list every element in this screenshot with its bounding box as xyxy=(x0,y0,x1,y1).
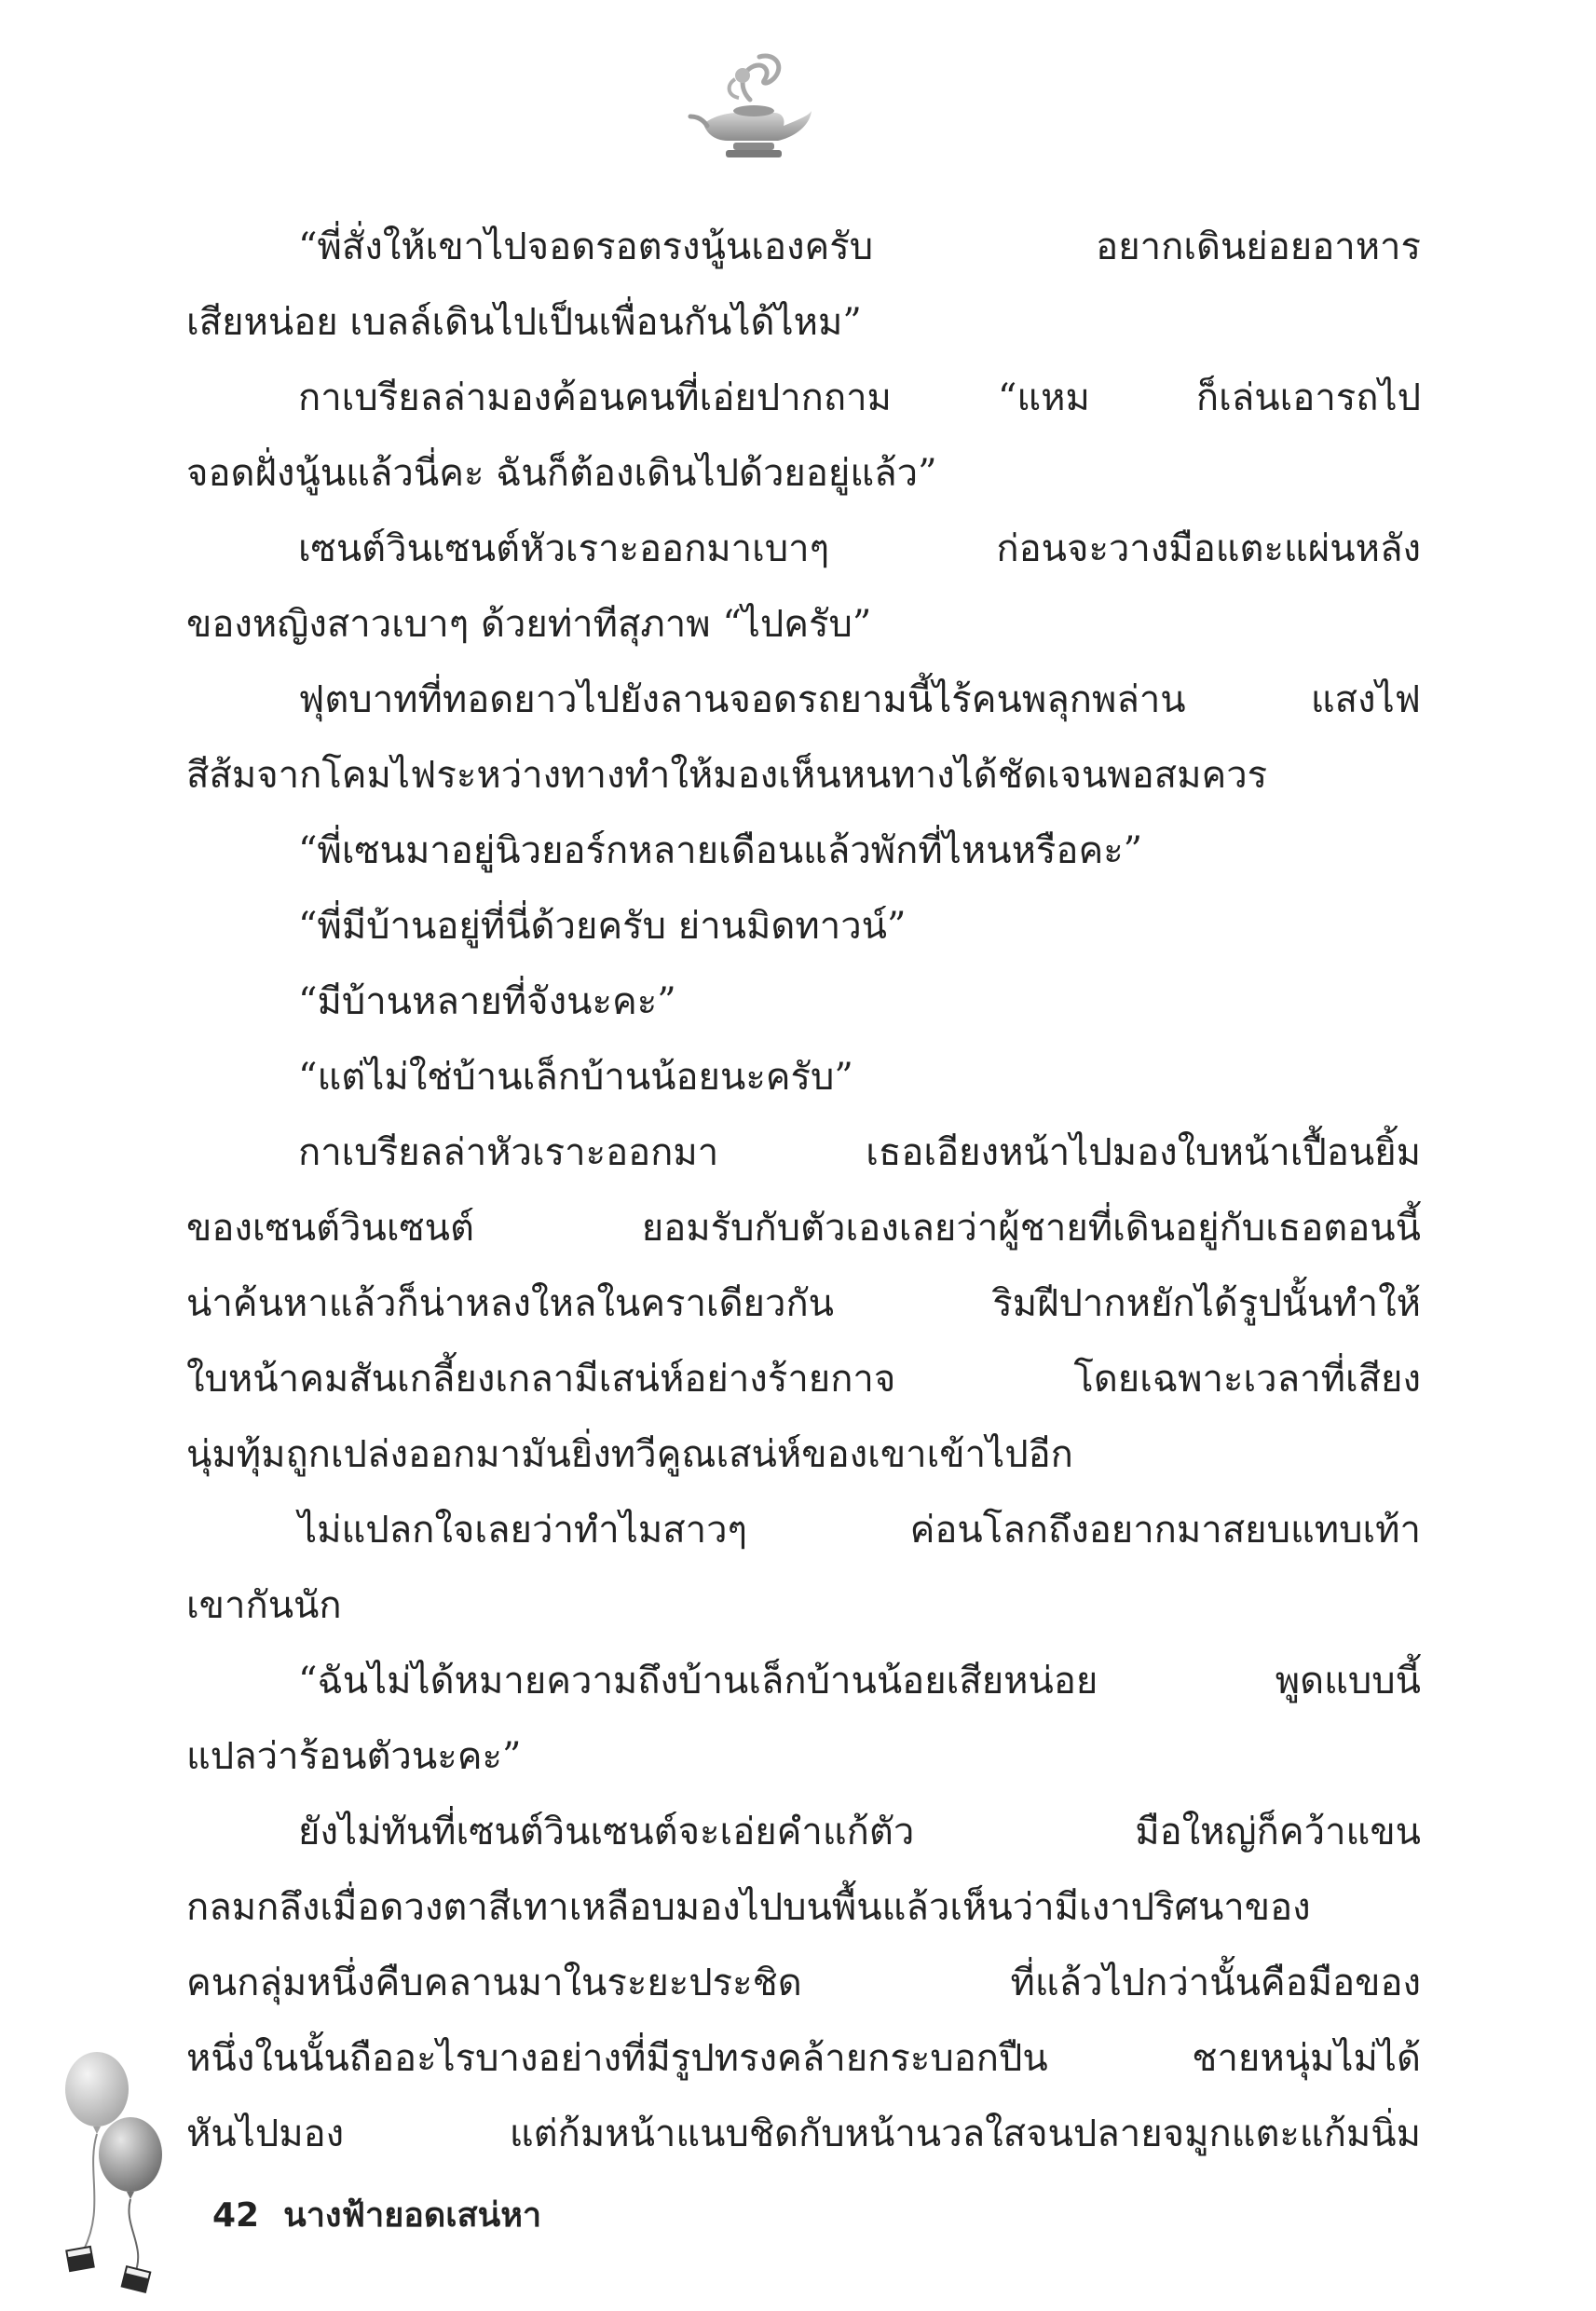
text-line: น่าค้นหาแล้วก็น่าหลงใหลในคราเดียวกัน ริมฝีปากหยักได้รูปนั้นทำให้ xyxy=(186,1282,1421,1325)
text-line: นุ่มทุ้มถูกเปล่งออกมามันยิ่งทวีคูณเสน่ห์ของเขาเข้าไปอีก xyxy=(186,1433,1073,1476)
page-number: 42 xyxy=(212,2196,260,2235)
text-line: “ฉันไม่ได้หมายความถึงบ้านเล็กบ้านน้อยเสียหน่อย พูดแบบนี้ xyxy=(298,1660,1421,1702)
page-footer xyxy=(212,2188,541,2241)
text-line: เขากันนัก xyxy=(186,1584,342,1627)
text-line: กาเบรียลล่ามองค้อนคนที่เอ่ยปากถาม “แหม ก็เล่นเอารถไป xyxy=(298,376,1421,419)
text-line: เสียหน่อย เบลล์เดินไปเป็นเพื่อนกันได้ไหม” xyxy=(186,301,862,344)
genie-lamp-ornament-icon xyxy=(685,51,815,163)
book-title: นางฟ้ายอดเสน่หา xyxy=(283,2196,542,2235)
text-line: ของหญิงสาวเบาๆ ด้วยท่าทีสุภาพ “ไปครับ” xyxy=(186,603,872,646)
text-line: กาเบรียลล่าหัวเราะออกมา เธอเอียงหน้าไปมองใบหน้าเปื้อนยิ้ม xyxy=(298,1131,1421,1174)
text-line: “พี่สั่งให้เขาไปจอดรอตรงนู้นเองครับ อยากเดินย่อยอาหาร xyxy=(298,226,1421,268)
text-line: “พี่เซนมาอยู่นิวยอร์กหลายเดือนแล้วพักที่ไหนหรือคะ” xyxy=(298,829,1143,872)
text-line: “มีบ้านหลายที่จังนะคะ” xyxy=(298,980,676,1023)
text-line: จอดฝั่งนู้นแล้วนี่คะ ฉันก็ต้องเดินไปด้วยอยู่แล้ว” xyxy=(186,452,937,495)
text-line: ของเซนต์วินเซนต์ ยอมรับกับตัวเองเลยว่าผู้ชายที่เดินอยู่กับเธอตอนนี้ xyxy=(186,1207,1421,1250)
body-text xyxy=(186,210,1421,2172)
text-line: หนึ่งในนั้นถืออะไรบางอย่างที่มีรูปทรงคล้ายกระบอกปืน ชายหนุ่มไม่ได้ xyxy=(186,2037,1421,2080)
text-line: เซนต์วินเซนต์หัวเราะออกมาเบาๆ ก่อนจะวางมือแตะแผ่นหลัง xyxy=(298,527,1421,570)
text-line: หันไปมอง แต่ก้มหน้าแนบชิดกับหน้านวลใสจนปลายจมูกแตะแก้มนิ่ม xyxy=(186,2113,1421,2155)
text-line: ฟุตบาทที่ทอดยาวไปยังลานจอดรถยามนี้ไร้คนพลุกพล่าน แสงไฟ xyxy=(298,678,1421,721)
text-line: ไม่แปลกใจเลยว่าทำไมสาวๆ ค่อนโลกถึงอยากมาสยบแทบเท้า xyxy=(298,1509,1421,1552)
text-line: สีส้มจากโคมไฟระหว่างทางทำให้มองเห็นหนทางได้ชัดเจนพอสมควร xyxy=(186,754,1268,797)
text-line: แปลว่าร้อนตัวนะคะ” xyxy=(186,1735,522,1778)
text-line: ยังไม่ทันที่เซนต์วินเซนต์จะเอ่ยคำแก้ตัว มือใหญ่ก็คว้าแขน xyxy=(298,1811,1421,1853)
text-line: ใบหน้าคมสันเกลี้ยงเกลามีเสน่ห์อย่างร้ายกาจ โดยเฉพาะเวลาที่เสียง xyxy=(186,1358,1421,1401)
text-line: “แต่ไม่ใช่บ้านเล็กบ้านน้อยนะครับ” xyxy=(298,1056,853,1099)
text-line: “พี่มีบ้านอยู่ที่นี่ด้วยครับ ย่านมิดทาวน์” xyxy=(298,905,907,948)
text-line: กลมกลึงเมื่อดวงตาสีเทาเหลือบมองไปบนพื้นแล้วเห็นว่ามีเงาปริศนาของ xyxy=(186,1886,1311,1929)
balloons-icon xyxy=(58,2031,198,2302)
text-line: คนกลุ่มหนึ่งคืบคลานมาในระยะประชิด ที่แล้วไปกว่านั้นคือมือของ xyxy=(186,1962,1421,2004)
